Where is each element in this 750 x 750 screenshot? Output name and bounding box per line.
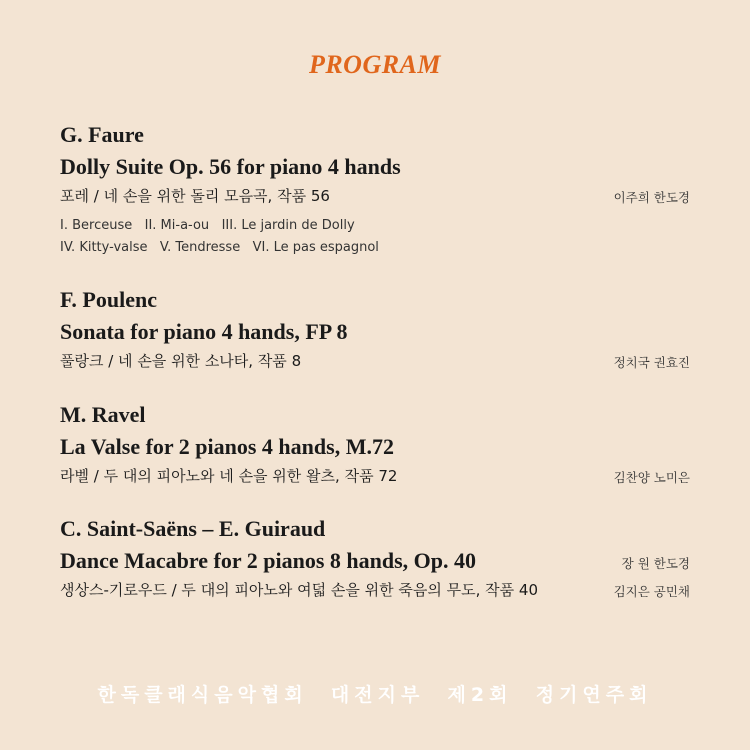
performers: 김찬양 노미은: [613, 470, 690, 485]
movements-line: I. Berceuse II. Mi-a-ou III. Le jardin de Dolly: [60, 218, 355, 233]
composer-name: G. Faure: [60, 122, 144, 147]
work-title-korean: 생상스-기로우드 / 두 대의 피아노와 여덟 손을 위한 죽음의 무도, 작품 40: [60, 581, 539, 599]
work-title: Dolly Suite Op. 56 for piano 4 hands: [60, 154, 401, 179]
composer-name: F. Poulenc: [60, 287, 157, 312]
program-item-ravel: [60, 401, 690, 491]
performers: 이주희 한도경: [613, 190, 690, 205]
work-title-korean: 포레 / 네 손을 위한 돌리 모음곡, 작품 56: [60, 187, 330, 205]
performers: 김지은 공민채: [613, 584, 690, 599]
program-item-saint-saens: [60, 515, 690, 605]
movements-line: IV. Kitty-valse V. Tendresse VI. Le pas espagnol: [60, 240, 379, 255]
work-title: La Valse for 2 pianos 4 hands, M.72: [60, 434, 394, 459]
concert-footer: 한독클래식음악협회 대전지부 제2회 정기연주회: [97, 684, 653, 706]
work-title-korean: 풀랑크 / 네 손을 위한 소나타, 작품 8: [60, 352, 302, 370]
performers: 정치국 권효진: [613, 355, 690, 370]
program-title: PROGRAM: [308, 50, 442, 79]
composer-name: C. Saint-Saëns – E. Guiraud: [60, 516, 326, 541]
program-item-faure: [60, 121, 690, 259]
performers: 장 원 한도경: [621, 556, 690, 571]
work-title: Sonata for piano 4 hands, FP 8: [60, 319, 348, 344]
program-item-poulenc: [60, 286, 690, 376]
work-title: Dance Macabre for 2 pianos 8 hands, Op. 40: [60, 548, 477, 573]
work-title-korean: 라벨 / 두 대의 피아노와 네 손을 위한 왈츠, 작품 72: [60, 467, 398, 485]
composer-name: M. Ravel: [60, 402, 146, 427]
